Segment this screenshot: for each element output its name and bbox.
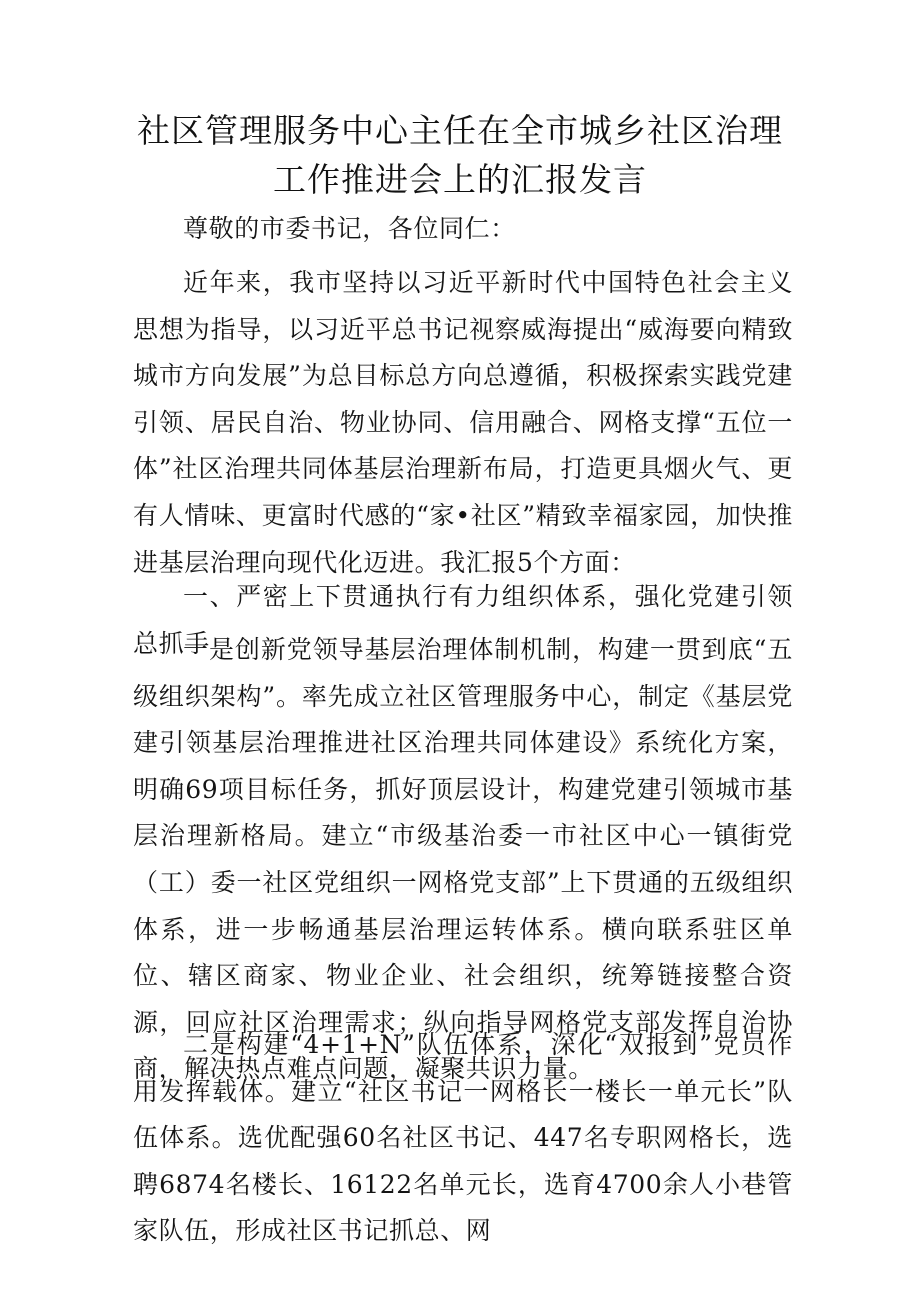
section-heading-1: 一、严密上下贯通执行有力组织体系，强化党建引领总抓手 bbox=[133, 582, 793, 658]
document-title-line-1: 社区管理服务中心主任在全市城乡社区治理 bbox=[137, 111, 783, 150]
document-title-line-2: 工作推进会上的汇报发言 bbox=[273, 160, 647, 199]
paragraph-intro: 近年来，我市坚持以习近平新时代中国特色社会主义思想为指导，以习近平总书记视察威海提出“威海要向精致城市方向发展”为总目标总方向总遵循，积极探索实践党建引领、居民自治、物业协同、信用融合、网格支撑“五位一体”社区治理共同体基层治理新布局，打造更具烟火气、更有人情味、更富时代感的“家•社区”精致幸福家园，加快推进基层治理向现代化迈进。我汇报5个方面： bbox=[133, 268, 793, 577]
salutation: 尊敬的市委书记，各位同仁： bbox=[183, 214, 516, 243]
paragraph-point-1: 一是创新党领导基层治理体制机制，构建一贯到底“五级组织架构”。率先成立社区管理服务中心，制定《基层党建引领基层治理推进社区治理共同体建设》系统化方案，明确69项目标任务，抓好顶层设计，构建党建引领城市基层治理新格局。建立“市级基治委一市社区中心一镇街党（工）委一社区党组织一网格党支部”上下贯通的五级组织体系，进一步畅通基层治理运转体系。横向联系驻区单位、辖区商家、物业企业、社会组织，统筹链接整合资源，回应社区治理需求；纵向指导网格党支部发挥自治协商，解决热点难点问题，凝聚共识力量。 bbox=[133, 635, 793, 1084]
paragraph-point-2: 二是构建“4+1+N”队伍体系，深化“双报到”党员作用发挥载体。建立“社区书记一网格长一楼长一单元长”队伍体系。选优配强60名社区书记、447名专职网格长，选聘6874名楼长、16122名单元长，选育4700余人小巷管家队伍，形成社区书记抓总、网 bbox=[133, 1030, 793, 1246]
